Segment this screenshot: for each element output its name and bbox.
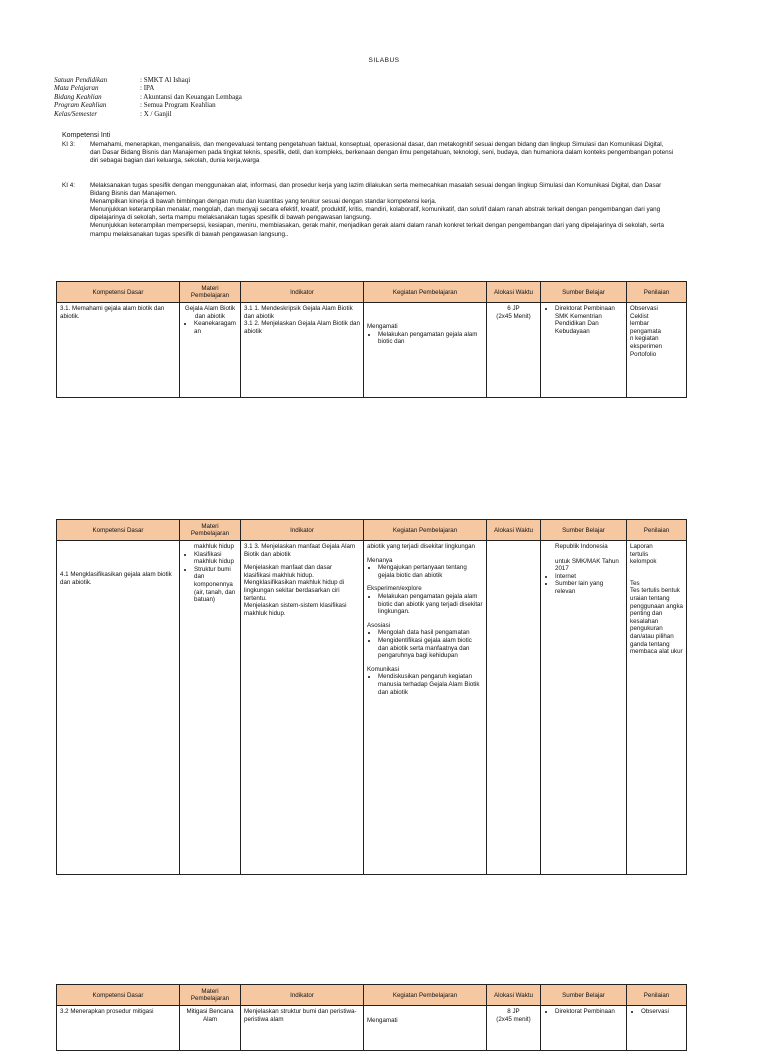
list-item: • Klasifikasi makhluk hidup [194, 551, 237, 566]
kegiatan-list [367, 673, 483, 696]
penilaian-item: lembar [630, 320, 649, 328]
kegiatan-list [367, 593, 483, 616]
identity-block [54, 76, 242, 118]
list-item: • Mengolah data hasil pengamatan [378, 629, 483, 637]
indikator-item: 3.1 1. Mendeskripsik Gejala Alam Biotik dan abiotik [244, 305, 353, 320]
kegiatan-heading: Eksperimen/explore [367, 585, 422, 593]
ki4-code: KI 4: [62, 182, 75, 189]
table-header-row [57, 985, 687, 1006]
table-row [57, 1006, 687, 1051]
table-header-row [57, 520, 687, 541]
materi-cell [180, 303, 241, 398]
kegiatan-text: abiotik yang terjadi disekitar lingkungan [367, 543, 476, 550]
indikator-cell [241, 1006, 364, 1051]
identity-label: Program Keahlian [54, 101, 107, 110]
page-title: SILABUS [368, 57, 400, 64]
penilaian-cell [627, 1006, 687, 1051]
materi-text: Gejala Alam Biotik dan abiotik [184, 305, 236, 320]
column-header: Materi Pembelajaran [180, 520, 241, 541]
materi-cell [180, 541, 241, 875]
alokasi-cell [487, 541, 541, 875]
indikator-item: Menjelaskan struktur bumi dan peristiwa-peristiwa alam [244, 1008, 357, 1023]
identity-row [54, 76, 242, 84]
table-row [57, 303, 687, 398]
ki4-paragraph: Menunjukkan keterampilan mempersepsi, kesiapan, meniru, membiasakan, gerak mahir, menjadikan gerak alami dalam ranah konkret terkait dengan pengembangan dari yang dipelajarinya di sekolah, serta mampu melaksanakan tugas spesifik di bawah pengawasan langsung.. [90, 222, 665, 238]
list-item: • Direktorat Pembinaan SMK Kementrian Pendidikan Dan Kebudayaan [555, 305, 623, 335]
indikator-item: 3.1 2. Menjelaskan Gejala Alam Biotik dan abiotik [244, 320, 360, 335]
ki4-text [90, 182, 675, 239]
sumber-cell [541, 541, 627, 875]
ki-title: Kompetensi Inti [62, 132, 111, 139]
column-header: Materi Pembelajaran [180, 985, 241, 1006]
ki4-paragraph: Melaksanakan tugas spesifik dengan menggunakan alat, informasi, dan prosedur kerja yang lazim dilakukan serta memecahkan masalah sesuai dengan lingkup Simulasi dan Komunikasi Digital, dan Dasar Bidang Bisnis dan Manajemen. [90, 182, 662, 198]
alokasi-cell [487, 1006, 541, 1051]
identity-row [54, 84, 242, 92]
sumber-cell [541, 303, 627, 398]
list-item: • Internet [555, 573, 623, 581]
column-header: Materi Pembelajaran [180, 282, 241, 303]
syllabus-table-1 [56, 281, 687, 398]
kegiatan-list [367, 331, 483, 346]
indikator-cell [241, 303, 364, 398]
penilaian-item: tertulis [630, 550, 649, 558]
list-item: • Mendiskusikan pengaruh kegiatan manusia terhadap Gejala Alam Biotik dan abiotik [378, 673, 483, 696]
penilaian-list [630, 1008, 683, 1016]
kegiatan-heading: Komunikasi [367, 665, 399, 673]
materi-text: Mitigasi Bencana Alam [186, 1008, 234, 1023]
kegiatan-section [367, 585, 483, 615]
kegiatan-list [367, 629, 483, 659]
kd-cell [57, 1006, 180, 1051]
ki4-row [62, 182, 675, 239]
list-item: • Direktorat Pembinaan [555, 1008, 623, 1016]
identity-value: : Semua Program Keahlian [140, 101, 216, 110]
column-header: Alokasi Waktu [487, 282, 541, 303]
syllabus-table-2 [56, 519, 687, 875]
ki4-paragraph: Menampilkan kinerja di bawah bimbingan dengan mutu dan kuantitas yang terukur sesuai dengan standar kompetensi kerja. [90, 198, 437, 206]
kd-cell [57, 303, 180, 398]
list-item: • Mengajukan pertanyaan tentang gejala biotic dan abiotik [378, 564, 483, 579]
kegiatan-heading: Mengamati [367, 1017, 398, 1024]
alokasi-cell [487, 303, 541, 398]
identity-value: : Akuntansi dan Keuangan Lembaga [140, 92, 242, 101]
column-header: Sumber Belajar [541, 520, 627, 541]
materi-list [183, 320, 237, 335]
identity-label: Satuan Pendidikan [54, 76, 108, 84]
materi-list [183, 551, 237, 604]
kegiatan-list [367, 564, 483, 579]
identity-label: Mata Pelajaran [54, 84, 99, 93]
sumber-text: untuk SMK/MAK Tahun 2017 [555, 557, 619, 573]
column-header: Indikator [241, 985, 364, 1006]
penilaian-item: Laporan [630, 543, 653, 550]
indikator-cell [241, 541, 364, 875]
list-item: • Keanekaragaman [194, 320, 237, 335]
kegiatan-section [367, 557, 483, 580]
penilaian-item: Observasi [630, 305, 658, 312]
column-header: Penilaian [627, 282, 687, 303]
kegiatan-heading: Menanya [367, 556, 393, 564]
penilaian-item: eksperimen [630, 342, 662, 350]
alokasi-detail: (2x45 Menit) [496, 312, 531, 320]
column-header: Penilaian [627, 520, 687, 541]
kegiatan-cell [364, 1006, 487, 1051]
sumber-list [544, 573, 623, 596]
indikator-item: 3.1 3. Menjelaskan manfaat Gejala Alam Biotik dan abiotik [244, 543, 356, 558]
table-row [57, 541, 687, 875]
kegiatan-section [367, 622, 483, 660]
column-header: Penilaian [627, 985, 687, 1006]
penilaian-item: pengamata [630, 327, 661, 335]
materi-text: makhluk hidup [194, 543, 234, 550]
alokasi-hours: 6 JP [507, 305, 520, 312]
column-header: Alokasi Waktu [487, 520, 541, 541]
ki3-text: Memahami, menerapkan, menganalisis, dan mengevaluasi tentang pengetahuan faktual, konseptual, operasional dasar, dan metakognitif sesuai dengan bidang dan lingkup Simulasi dan Komunikasi Digital, dan Dasar Bidang Bisnis dan Manajemen pada tingkat teknis, spesifik, detil, dan kompleks, berkenaan dengan ilmu pengetahuan, teknologi, seni, budaya, dan humaniora dalam konteks pengembangan potensi diri sebagai bagian dari keluarga, sekolah, dunia kerja,warga [90, 141, 674, 165]
list-item: • Sumber lain yang relevan [555, 580, 623, 595]
indikator-item: Menjelaskan manfaat dan dasar klasifikasi makhluk hidup. [244, 564, 333, 579]
alokasi-hours: 8 JP [507, 1008, 520, 1015]
kd-text: 3.2 Menerapkan prosedur mitigasi [60, 1008, 154, 1015]
penilaian-item: Tes [630, 579, 640, 587]
penilaian-item: Tes tertulis bentuk uraian tentang penggunaan angka penting dan kesalahan pengukuran dan/atau pilihan ganda tentang membaca alat ukur [630, 587, 683, 656]
indikator-item: Mengklasifikasikan makhluk hidup di lingkungan sekitar berdasarkan ciri tertentu. [244, 579, 345, 602]
column-header: Alokasi Waktu [487, 985, 541, 1006]
list-item: • Struktur bumi dan komponennya (air, tanah, dan batuan) [194, 566, 237, 604]
column-header: Kegiatan Pembelajaran [364, 985, 487, 1006]
column-header: Sumber Belajar [541, 282, 627, 303]
kegiatan-heading: Asosiasi [367, 621, 391, 629]
kd-text: 3.1. Memahami gejala alam biotik dan abiotik. [60, 305, 165, 320]
alokasi-detail: (2x45 menit) [496, 1015, 531, 1023]
list-item: • Mengidentifikasi gejala alam biotic dan abiotik serta manfaatnya dan pengaruhnya bagi kehidupan [378, 637, 483, 660]
ki4-paragraph: Menunjukkan keterampilan menalar, mengolah, dan menyaji secara efektif, kreatif, produktif, kritis, mandiri, kolaboratif, komunikatif, dan solutif dalam ranah abstrak terkait dengan pengembangan dari yang dipelajarinya di sekolah, serta mampu melaksanakan tugas spesifik di bawah pengawasan langsung. [90, 206, 661, 222]
kegiatan-cell [364, 303, 487, 398]
sumber-text: Republik Indonesia [555, 543, 608, 550]
identity-label: Kelas/Semester [54, 109, 98, 118]
identity-row [54, 110, 242, 118]
column-header: Kegiatan Pembelajaran [364, 282, 487, 303]
column-header: Kompetensi Dasar [57, 520, 180, 541]
identity-value: : SMKT Al Ishaqi [140, 76, 191, 84]
identity-label: Bidang Keahlian [54, 92, 102, 101]
list-item: • Melakukan pengamatan gejala alam biotic dan abiotik yang terjadi disekitar lingkungan. [378, 593, 483, 616]
indikator-item: Menjelaskan sistem-sistem klasifikasi makhluk hidup. [244, 602, 347, 617]
sumber-cell [541, 1006, 627, 1051]
ki3-code: KI 3: [62, 141, 75, 148]
kegiatan-heading: Mengamati [367, 323, 398, 330]
kegiatan-cell [364, 541, 487, 875]
kd-cell [57, 541, 180, 875]
identity-row [54, 101, 242, 109]
column-header: Kegiatan Pembelajaran [364, 520, 487, 541]
column-header: Sumber Belajar [541, 985, 627, 1006]
column-header: Kompetensi Dasar [57, 282, 180, 303]
table-header-row [57, 282, 687, 303]
column-header: Indikator [241, 282, 364, 303]
penilaian-cell [627, 541, 687, 875]
ki3-row [62, 141, 675, 165]
materi-cell [180, 1006, 241, 1051]
column-header: Kompetensi Dasar [57, 985, 180, 1006]
penilaian-item: Ceklist [630, 312, 649, 320]
list-item: • Observasi [641, 1008, 683, 1016]
column-header: Indikator [241, 520, 364, 541]
sumber-list [544, 1008, 623, 1016]
penilaian-item: n kegiatan [630, 335, 659, 343]
identity-row [54, 93, 242, 101]
penilaian-item: Portofolio [630, 350, 657, 358]
kd-text: 4.1 Mengklasifikasikan gejala alam biotik dan abiotik. [60, 571, 172, 586]
kegiatan-section [367, 666, 483, 696]
syllabus-table-3 [56, 984, 687, 1051]
identity-value: : X / Ganjil [140, 109, 172, 118]
sumber-list [544, 305, 623, 335]
penilaian-item: kelompok [630, 558, 657, 566]
list-item: • Melakukan pengamatan gejala alam biotic dan [378, 331, 483, 346]
identity-value: : IPA [140, 84, 155, 93]
penilaian-cell [627, 303, 687, 398]
